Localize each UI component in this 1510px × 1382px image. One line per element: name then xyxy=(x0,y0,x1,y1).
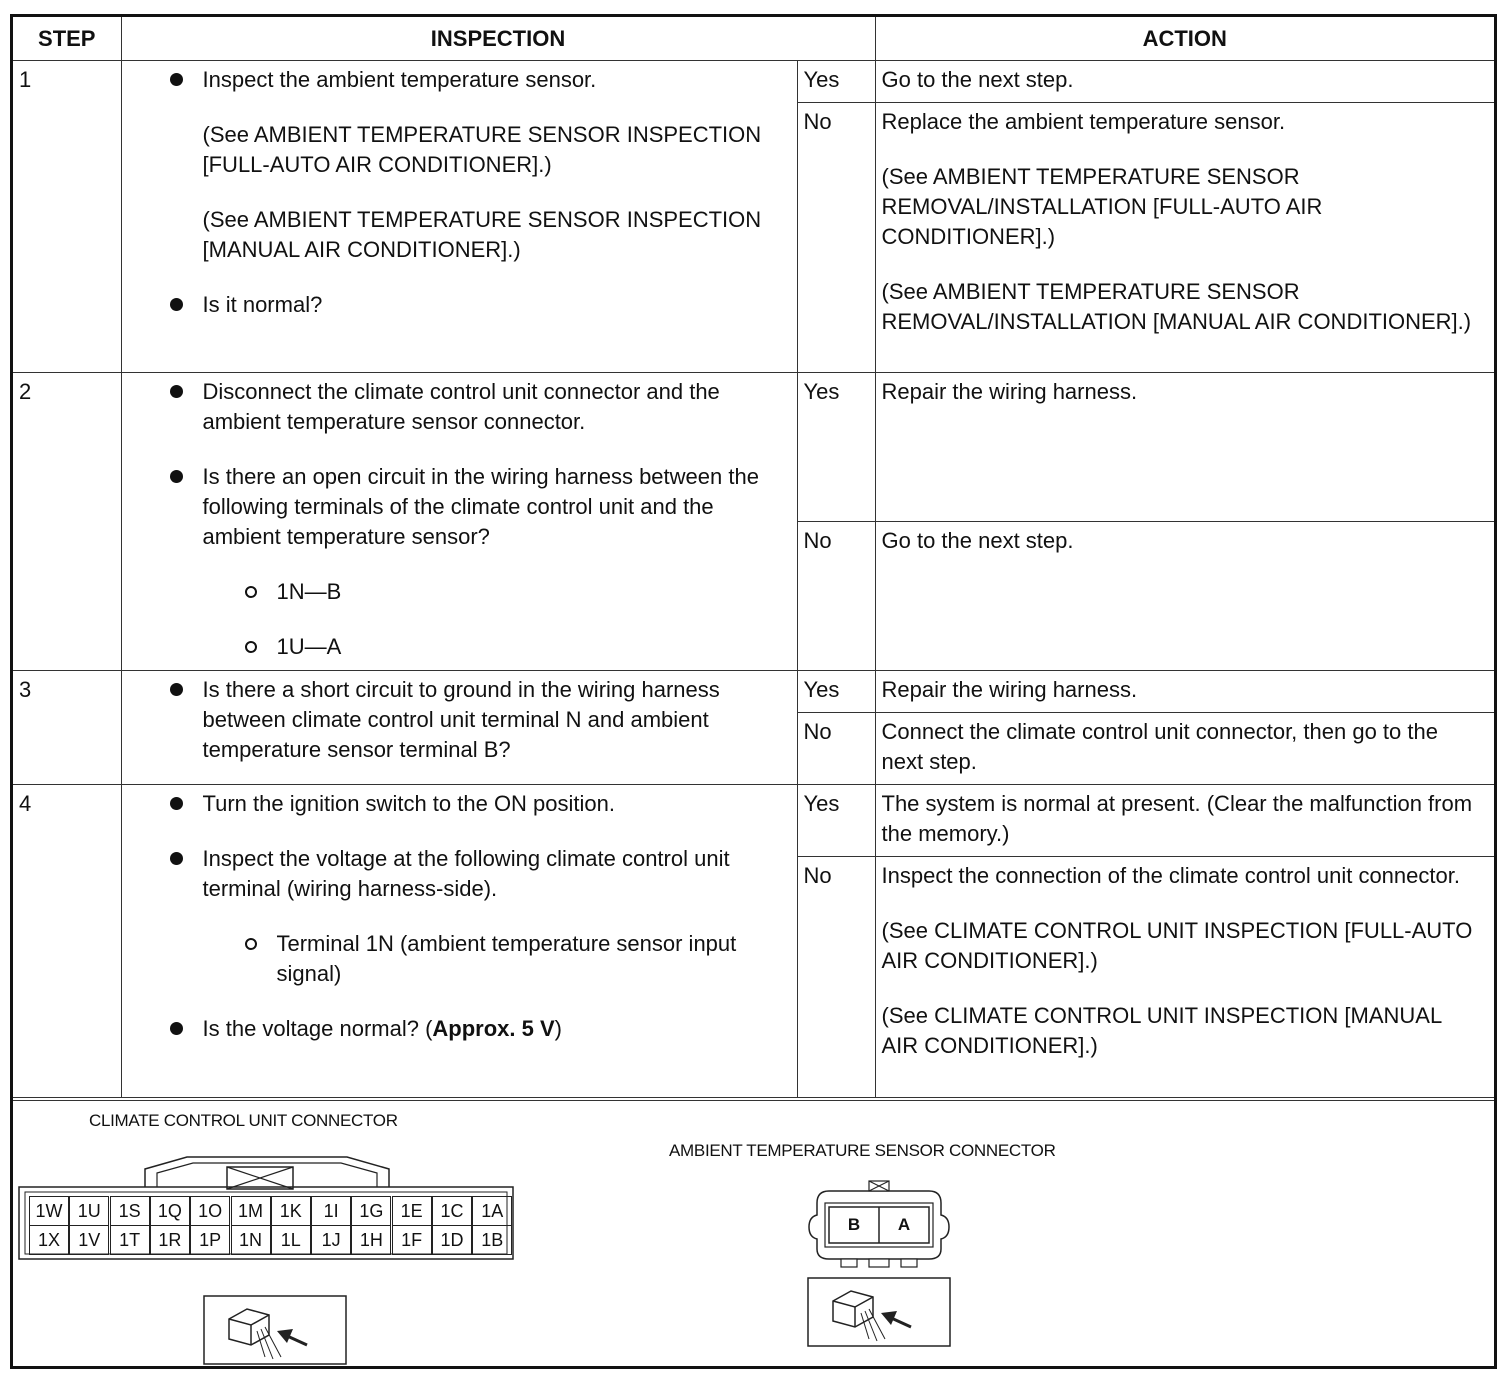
sub-bullet-item: 1N—B xyxy=(167,577,777,607)
step-4-row xyxy=(13,785,1494,857)
step-2-row xyxy=(13,373,1494,522)
sub-bullet-item: Terminal 1N (ambient temperature sensor input signal) xyxy=(167,929,777,989)
ccu-pin: 1L xyxy=(271,1225,311,1255)
bullet-item: Inspect the ambient temperature sensor. xyxy=(167,65,777,95)
step-1-row xyxy=(13,61,1494,103)
no-label: No xyxy=(797,522,875,671)
step-number: 3 xyxy=(13,671,121,785)
ccu-pin: 1P xyxy=(190,1225,230,1255)
ccu-pin: 1I xyxy=(311,1196,351,1226)
reference-link[interactable]: (See AMBIENT TEMPERATURE SENSOR INSPECTION [FULL-AUTO AIR CONDITIONER].) xyxy=(202,122,762,177)
ccu-pin: 1Q xyxy=(150,1196,190,1226)
step-number: 4 xyxy=(13,785,121,1098)
ccu-pin: 1O xyxy=(190,1196,230,1226)
bullet-item: Inspect the voltage at the following climate control unit terminal (wiring harness-side). xyxy=(167,844,777,904)
ccu-pin: 1X xyxy=(29,1225,69,1255)
bullet-item: Turn the ignition switch to the ON position. xyxy=(167,789,777,819)
ccu-pin: 1C xyxy=(432,1196,472,1226)
no-label: No xyxy=(797,103,875,373)
ccu-pin: 1M xyxy=(231,1196,271,1226)
yes-action: Repair the wiring harness. xyxy=(875,671,1494,713)
inspection-cell xyxy=(121,785,797,1098)
ccu-pin: 1T xyxy=(110,1225,150,1255)
spec-value: Approx. 5 V xyxy=(432,1016,555,1041)
no-action xyxy=(875,103,1494,373)
ccu-pin: 1R xyxy=(150,1225,190,1255)
ats-connector-title: AMBIENT TEMPERATURE SENSOR CONNECTOR xyxy=(669,1141,1056,1160)
ccu-connector-title: CLIMATE CONTROL UNIT CONNECTOR xyxy=(89,1111,398,1130)
sub-bullet-item: 1U—A xyxy=(167,632,777,662)
ats-pin-a: A xyxy=(897,1215,911,1234)
question-text: Is the voltage normal? ( xyxy=(202,1016,433,1041)
reference-link[interactable]: (See AMBIENT TEMPERATURE SENSOR REMOVAL/INSTALLATION [MANUAL AIR CONDITIONER].) xyxy=(881,279,1472,334)
no-action: Go to the next step. xyxy=(875,522,1494,671)
ccu-pin: 1K xyxy=(271,1196,311,1226)
ccu-pin: 1G xyxy=(351,1196,391,1226)
yes-label: Yes xyxy=(797,671,875,713)
action-text: Replace the ambient temperature sensor. xyxy=(881,109,1286,134)
harness-side-icon xyxy=(807,1277,951,1349)
header-row xyxy=(13,17,1494,61)
yes-label: Yes xyxy=(797,61,875,103)
action-text: Inspect the connection of the climate control unit connector. xyxy=(881,863,1460,888)
reference-link[interactable]: (See AMBIENT TEMPERATURE SENSOR REMOVAL/INSTALLATION [FULL-AUTO AIR CONDITIONER].) xyxy=(881,164,1323,249)
bullet-item: Is it normal? xyxy=(167,290,777,320)
inspection-cell xyxy=(121,61,797,373)
step-number: 1 xyxy=(13,61,121,373)
ccu-pin: 1W xyxy=(29,1196,69,1226)
yes-action: The system is normal at present. (Clear the malfunction from the memory.) xyxy=(875,785,1494,857)
step-3-row xyxy=(13,671,1494,713)
bullet-item: Disconnect the climate control unit connector and the ambient temperature sensor connector. xyxy=(167,377,777,437)
no-action xyxy=(875,857,1494,1098)
ccu-pin: 1E xyxy=(392,1196,432,1226)
inspection-cell xyxy=(121,373,797,671)
question-close: ) xyxy=(554,1016,562,1041)
ats-pin-b: B xyxy=(847,1215,861,1234)
procedure-frame xyxy=(10,14,1497,1369)
yes-label: Yes xyxy=(797,785,875,857)
no-label: No xyxy=(797,857,875,1098)
no-label: No xyxy=(797,713,875,785)
yes-action: Go to the next step. xyxy=(875,61,1494,103)
bullet-item xyxy=(167,1014,777,1044)
bullet-item: Is there a short circuit to ground in the wiring harness between climate control unit terminal N and ambient temperature sensor terminal B? xyxy=(167,675,777,765)
header-step: STEP xyxy=(13,17,121,61)
header-inspection: INSPECTION xyxy=(121,17,875,61)
ccu-pin: 1A xyxy=(472,1196,512,1226)
connector-diagrams xyxy=(13,1100,1494,1367)
reference-link[interactable]: (See AMBIENT TEMPERATURE SENSOR INSPECTION [MANUAL AIR CONDITIONER].) xyxy=(202,207,762,262)
reference-link[interactable]: (See CLIMATE CONTROL UNIT INSPECTION [MANUAL AIR CONDITIONER].) xyxy=(881,1003,1442,1058)
harness-side-icon xyxy=(203,1295,347,1367)
reference-link[interactable]: (See CLIMATE CONTROL UNIT INSPECTION [FULL-AUTO AIR CONDITIONER].) xyxy=(881,918,1473,973)
ccu-pin: 1V xyxy=(69,1225,109,1255)
inspection-cell xyxy=(121,671,797,785)
header-action: ACTION xyxy=(875,17,1494,61)
troubleshooting-table xyxy=(13,17,1494,1098)
ccu-pin: 1J xyxy=(311,1225,351,1255)
ccu-pin: 1D xyxy=(432,1225,472,1255)
step-number: 2 xyxy=(13,373,121,671)
bullet-item: Is there an open circuit in the wiring harness between the following terminals of the climate control unit and the ambient temperature sensor? xyxy=(167,462,777,552)
ccu-pin: 1H xyxy=(351,1225,391,1255)
ccu-pin: 1U xyxy=(69,1196,109,1226)
ccu-pin: 1F xyxy=(392,1225,432,1255)
ccu-pin: 1B xyxy=(472,1225,512,1255)
ccu-pin: 1N xyxy=(231,1225,271,1255)
yes-label: Yes xyxy=(797,373,875,522)
yes-action: Repair the wiring harness. xyxy=(875,373,1494,522)
ccu-pin: 1S xyxy=(110,1196,150,1226)
no-action: Connect the climate control unit connector, then go to the next step. xyxy=(875,713,1494,785)
